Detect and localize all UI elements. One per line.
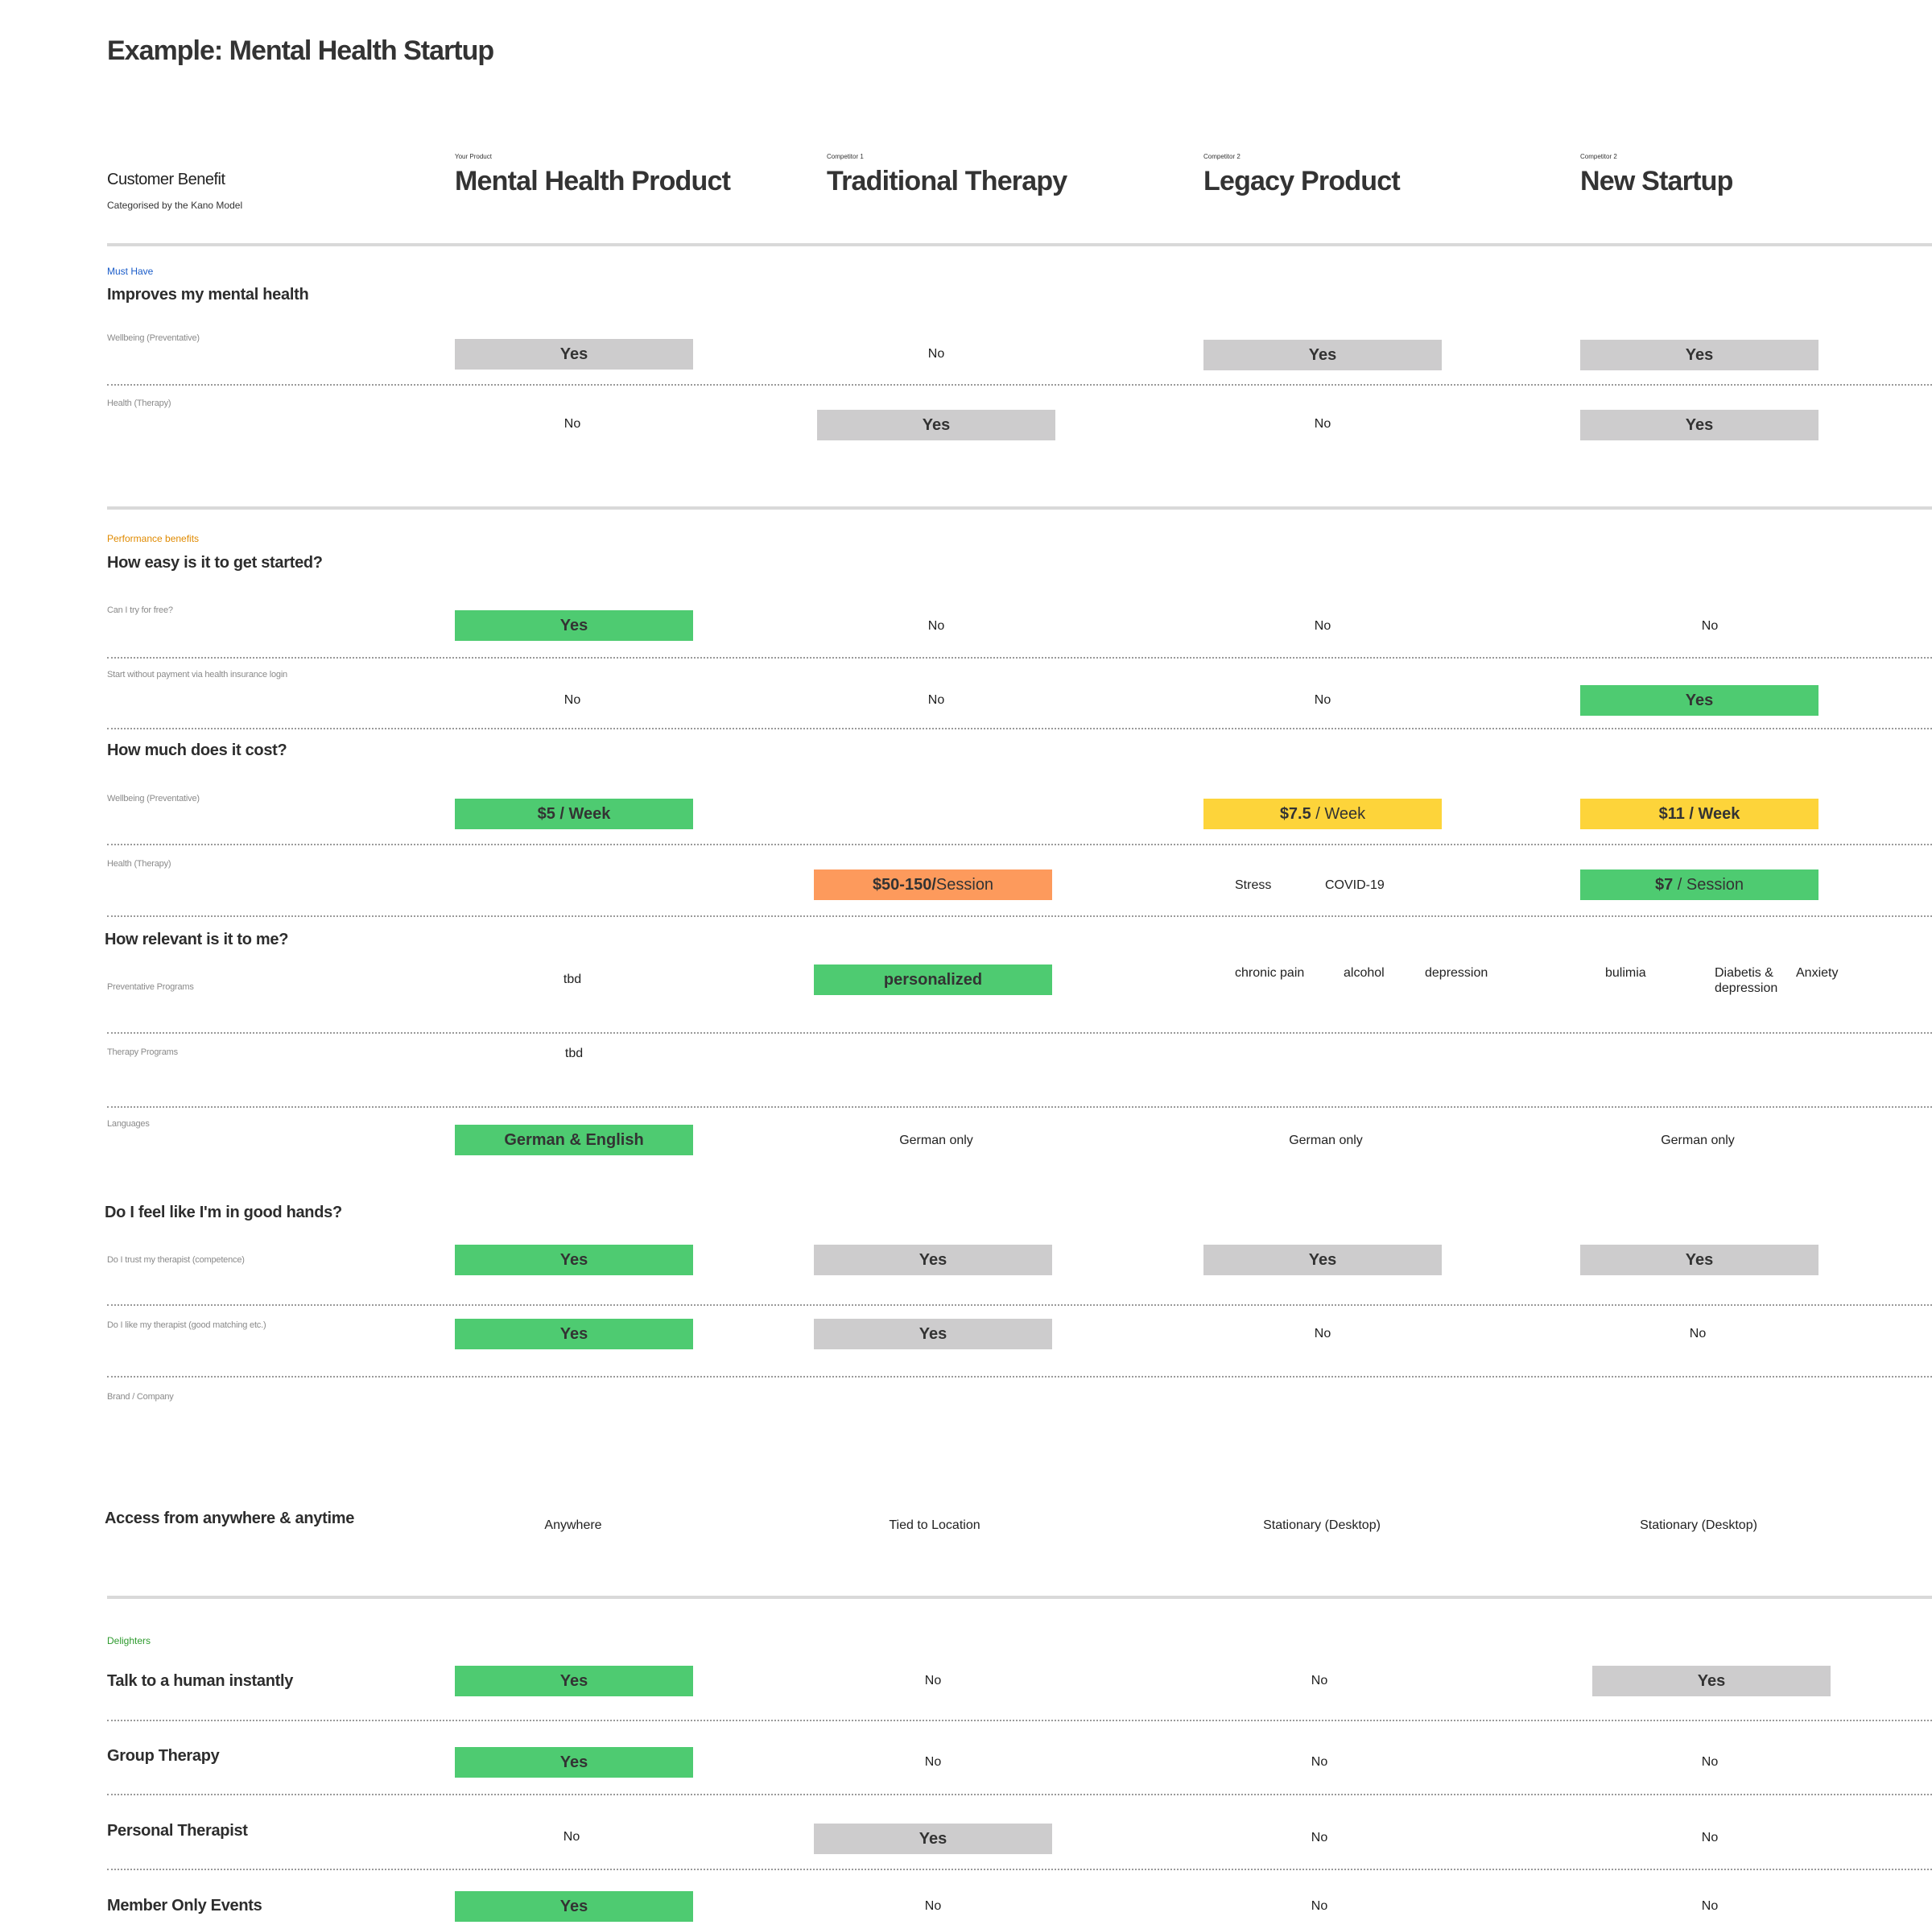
cell-no: No [927, 347, 945, 361]
tag-bulimia: bulimia [1605, 966, 1646, 980]
cell-yes: Yes [455, 610, 693, 641]
row-divider [107, 1869, 1932, 1870]
cell-price-5-week: $5 / Week [455, 799, 693, 829]
cell-anywhere: Anywhere [544, 1518, 602, 1532]
question-good-hands: Do I feel like I'm in good hands? [105, 1204, 342, 1221]
cell-yes: Yes [1203, 340, 1442, 370]
row-divider [107, 844, 1932, 845]
question-access: Access from anywhere & anytime [105, 1510, 355, 1527]
cell-no: No [1311, 1899, 1328, 1913]
tag-alcohol: alcohol [1344, 966, 1385, 980]
question-easy-start: How easy is it to get started? [107, 554, 323, 572]
category-performance: Performance benefits [107, 533, 200, 544]
cell-no: No [924, 1674, 942, 1687]
tag-chronic-pain: chronic pain [1235, 966, 1305, 980]
cell-german-only: German only [1289, 1134, 1363, 1147]
cell-no: No [1314, 693, 1331, 707]
question-cost: How much does it cost? [107, 741, 287, 759]
cell-german-english: German & English [455, 1125, 693, 1155]
cell-price-7-5-week [1203, 799, 1442, 829]
sublabel-try-free: Can I try for free? [107, 605, 173, 615]
tag-diabetis-depression: depression [1715, 981, 1778, 995]
cell-no: No [1314, 619, 1331, 633]
cell-no: No [1311, 1674, 1328, 1687]
row-divider [107, 728, 1932, 729]
cell-tied-to-location: Tied to Location [889, 1518, 980, 1532]
cell-yes: Yes [455, 1319, 693, 1349]
question-group-therapy: Group Therapy [107, 1747, 220, 1765]
cell-no: No [924, 1899, 942, 1913]
column-title-traditional-therapy: Traditional Therapy [827, 166, 1067, 196]
sublabel-insurance: Start without payment via health insurance login [107, 670, 287, 679]
cell-no: No [1701, 619, 1719, 633]
cell-yes: Yes [814, 1824, 1052, 1854]
cell-no: No [563, 1830, 580, 1844]
column-tag-your-product: Your Product [455, 153, 492, 160]
cell-no: No [924, 1755, 942, 1769]
section-divider [107, 506, 1932, 510]
tag-depression: depression [1425, 966, 1488, 980]
row-divider [107, 657, 1932, 659]
cell-no: No [1701, 1755, 1719, 1769]
row-divider [107, 384, 1932, 386]
column-title-mental-health-product: Mental Health Product [455, 166, 731, 196]
cell-no: No [927, 693, 945, 707]
cell-yes: Yes [455, 1666, 693, 1696]
cell-price-50-150-session [814, 869, 1052, 900]
cell-yes: Yes [455, 1891, 693, 1922]
question-personal-therapist: Personal Therapist [107, 1822, 248, 1840]
cell-stationary: Stationary (Desktop) [1263, 1518, 1381, 1532]
sublabel-health: Health (Therapy) [107, 399, 171, 408]
cell-german-only: German only [1661, 1134, 1735, 1147]
cell-yes: Yes [1580, 410, 1818, 440]
cell-yes: Yes [814, 1319, 1052, 1349]
sublabel-languages: Languages [107, 1119, 150, 1129]
category-delighters: Delighters [107, 1635, 151, 1646]
price-unit: Session [935, 876, 994, 894]
column-tag-competitor-3: Competitor 2 [1580, 153, 1617, 160]
cell-yes: Yes [1580, 340, 1818, 370]
price-amount: $7.5 [1279, 805, 1311, 823]
section-divider [107, 1596, 1932, 1599]
cell-tbd: tbd [564, 1047, 584, 1060]
price-unit: / Session [1673, 876, 1744, 894]
sublabel-wellbeing-cost: Wellbeing (Preventative) [107, 794, 200, 803]
sublabel-trust: Do I trust my therapist (competence) [107, 1255, 245, 1265]
row-divider [107, 1304, 1932, 1306]
row-divider [107, 1032, 1932, 1034]
cell-yes: Yes [455, 1747, 693, 1778]
cell-yes: Yes [455, 339, 693, 370]
cell-stationary: Stationary (Desktop) [1640, 1518, 1757, 1532]
row-divider [107, 1376, 1932, 1378]
cell-yes: Yes [814, 1245, 1052, 1275]
tag-anxiety: Anxiety [1796, 966, 1839, 980]
question-talk-human: Talk to a human instantly [107, 1672, 294, 1690]
cell-yes: Yes [817, 410, 1055, 440]
cell-yes: Yes [1580, 1245, 1818, 1275]
question-member-events: Member Only Events [107, 1897, 262, 1915]
cell-no: No [1314, 1327, 1331, 1340]
sublabel-therapy-programs: Therapy Programs [107, 1047, 178, 1057]
tag-diabetis: Diabetis & [1715, 966, 1773, 980]
column-title-legacy-product: Legacy Product [1203, 166, 1400, 196]
question-mental-health: Improves my mental health [107, 286, 309, 304]
sublabel-health-cost: Health (Therapy) [107, 859, 171, 869]
row-header-sublabel: Categorised by the Kano Model [107, 200, 243, 211]
cell-yes: Yes [1203, 1245, 1442, 1275]
cell-price-7-session [1580, 869, 1818, 900]
cell-no: No [1314, 417, 1331, 431]
cell-personalized: personalized [814, 964, 1052, 995]
cell-yes: Yes [1592, 1666, 1831, 1696]
sublabel-like: Do I like my therapist (good matching etc.) [107, 1320, 266, 1330]
sublabel-brand: Brand / Company [107, 1392, 174, 1402]
sublabel-wellbeing: Wellbeing (Preventative) [107, 333, 200, 343]
cell-no: No [927, 619, 945, 633]
cell-price-11-week: $11 / Week [1580, 799, 1818, 829]
question-relevant: How relevant is it to me? [105, 931, 289, 948]
price-unit: / Week [1311, 805, 1366, 823]
cell-yes: Yes [1580, 685, 1818, 716]
cell-no: No [564, 417, 581, 431]
column-tag-competitor-2: Competitor 2 [1203, 153, 1241, 160]
column-title-new-startup: New Startup [1580, 166, 1733, 196]
category-must-have: Must Have [107, 266, 154, 277]
cell-yes: Yes [455, 1245, 693, 1275]
price-amount: $7 [1654, 876, 1674, 894]
page-title: Example: Mental Health Startup [107, 35, 494, 66]
row-divider [107, 1794, 1932, 1795]
row-divider [107, 915, 1932, 917]
cell-no: No [564, 693, 581, 707]
cell-tbd: tbd [563, 973, 582, 986]
cell-german-only: German only [899, 1134, 973, 1147]
price-amount: $50-150/ [872, 876, 936, 894]
tag-stress: Stress [1235, 878, 1272, 892]
cell-no: No [1701, 1831, 1719, 1844]
column-tag-competitor-1: Competitor 1 [827, 153, 864, 160]
row-divider [107, 1106, 1932, 1108]
cell-no: No [1689, 1327, 1707, 1340]
cell-no: No [1701, 1899, 1719, 1913]
row-divider [107, 1720, 1932, 1721]
tag-covid: COVID-19 [1325, 878, 1385, 892]
sublabel-prev-programs: Preventative Programs [107, 982, 194, 992]
cell-no: No [1311, 1831, 1328, 1844]
cell-no: No [1311, 1755, 1328, 1769]
row-header-label: Customer Benefit [107, 171, 225, 188]
header-divider [107, 243, 1932, 246]
